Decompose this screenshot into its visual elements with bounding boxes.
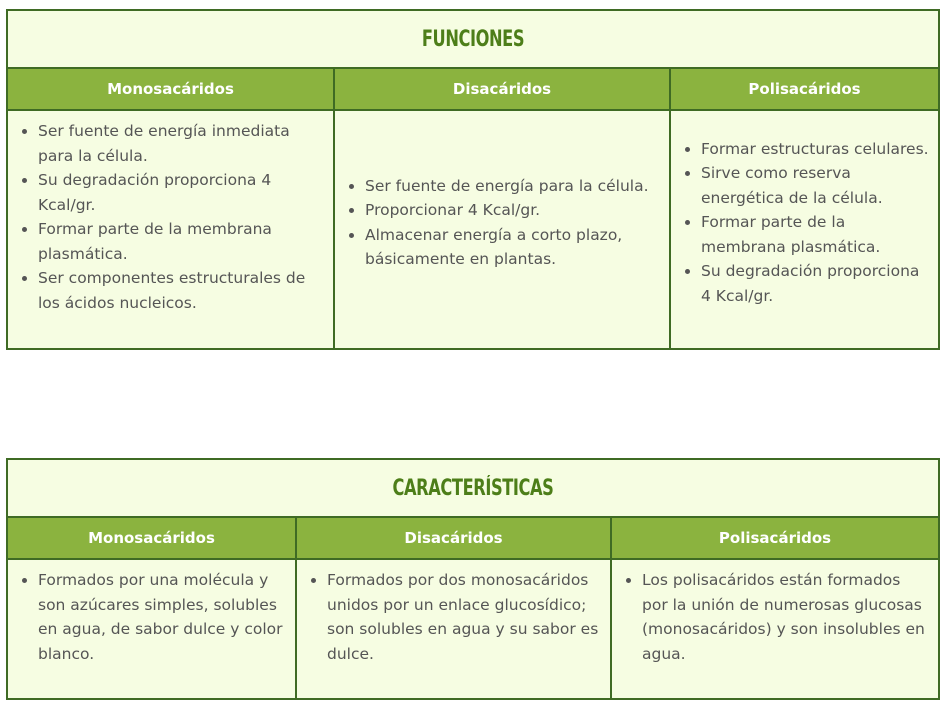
list-item: • Formar parte de la membrana plasmática. <box>38 217 325 266</box>
funciones-header-monosacaridos: Monosacáridos <box>8 69 335 109</box>
caracteristicas-list-polisacaridos <box>612 568 938 666</box>
list-item: • Su degradación proporciona 4 Kcal/gr. <box>701 259 930 308</box>
funciones-list-disacaridos <box>335 174 669 272</box>
caracteristicas-header-monosacaridos: Monosacáridos <box>8 518 297 558</box>
list-item: • Formar estructuras celulares. <box>701 137 930 162</box>
list-item: • Formar parte de la membrana plasmática. <box>701 210 930 259</box>
funciones-cell-disacaridos <box>335 111 671 350</box>
caracteristicas-body-row <box>8 560 938 700</box>
caracteristicas-cell-monosacaridos <box>8 560 297 700</box>
list-item: • Proporcionar 4 Kcal/gr. <box>365 198 661 223</box>
caracteristicas-table <box>6 458 940 700</box>
list-item: • Su degradación proporciona 4 Kcal/gr. <box>38 168 325 217</box>
list-item: • Almacenar energía a corto plazo, básicamente en plantas. <box>365 223 661 272</box>
list-item: • Formados por dos monosacáridos unidos por un enlace glucosídico; son solubles en agua y su sabor es dulce. <box>327 568 602 666</box>
list-item: • Formados por una molécula y son azúcares simples, solubles en agua, de sabor dulce y color blanco. <box>38 568 287 666</box>
funciones-title: FUNCIONES <box>421 26 525 52</box>
caracteristicas-header-polisacaridos: Polisacáridos <box>718 529 832 547</box>
funciones-cell-monosacaridos <box>8 111 335 350</box>
caracteristicas-list-disacaridos <box>297 568 610 666</box>
funciones-header-disacaridos: Disacáridos <box>335 69 671 109</box>
funciones-list-monosacaridos <box>8 119 333 315</box>
funciones-header-row <box>8 69 938 111</box>
list-item: • Ser componentes estructurales de los ácidos nucleicos. <box>38 266 325 315</box>
list-item: • Los polisacáridos están formados por la unión de numerosas glucosas (monosacáridos) y son insolubles en agua. <box>642 568 930 666</box>
caracteristicas-header-disacaridos: Disacáridos <box>297 518 612 558</box>
funciones-body-row <box>8 111 938 350</box>
list-item: • Ser fuente de energía para la célula. <box>365 174 661 199</box>
caracteristicas-header-row <box>8 518 938 560</box>
caracteristicas-title-bar <box>8 460 938 518</box>
funciones-header-polisacaridos: Polisacáridos <box>748 80 861 98</box>
caracteristicas-title: CARACTERÍSTICAS <box>392 475 554 501</box>
funciones-list-polisacaridos <box>671 137 938 309</box>
caracteristicas-cell-disacaridos <box>297 560 612 700</box>
caracteristicas-cell-polisacaridos <box>612 560 938 700</box>
caracteristicas-list-monosacaridos <box>8 568 295 666</box>
list-item: • Ser fuente de energía inmediata para la célula. <box>38 119 325 168</box>
funciones-table <box>6 9 940 350</box>
list-item: • Sirve como reserva energética de la célula. <box>701 161 930 210</box>
funciones-title-bar <box>8 11 938 69</box>
funciones-cell-polisacaridos <box>671 111 938 350</box>
